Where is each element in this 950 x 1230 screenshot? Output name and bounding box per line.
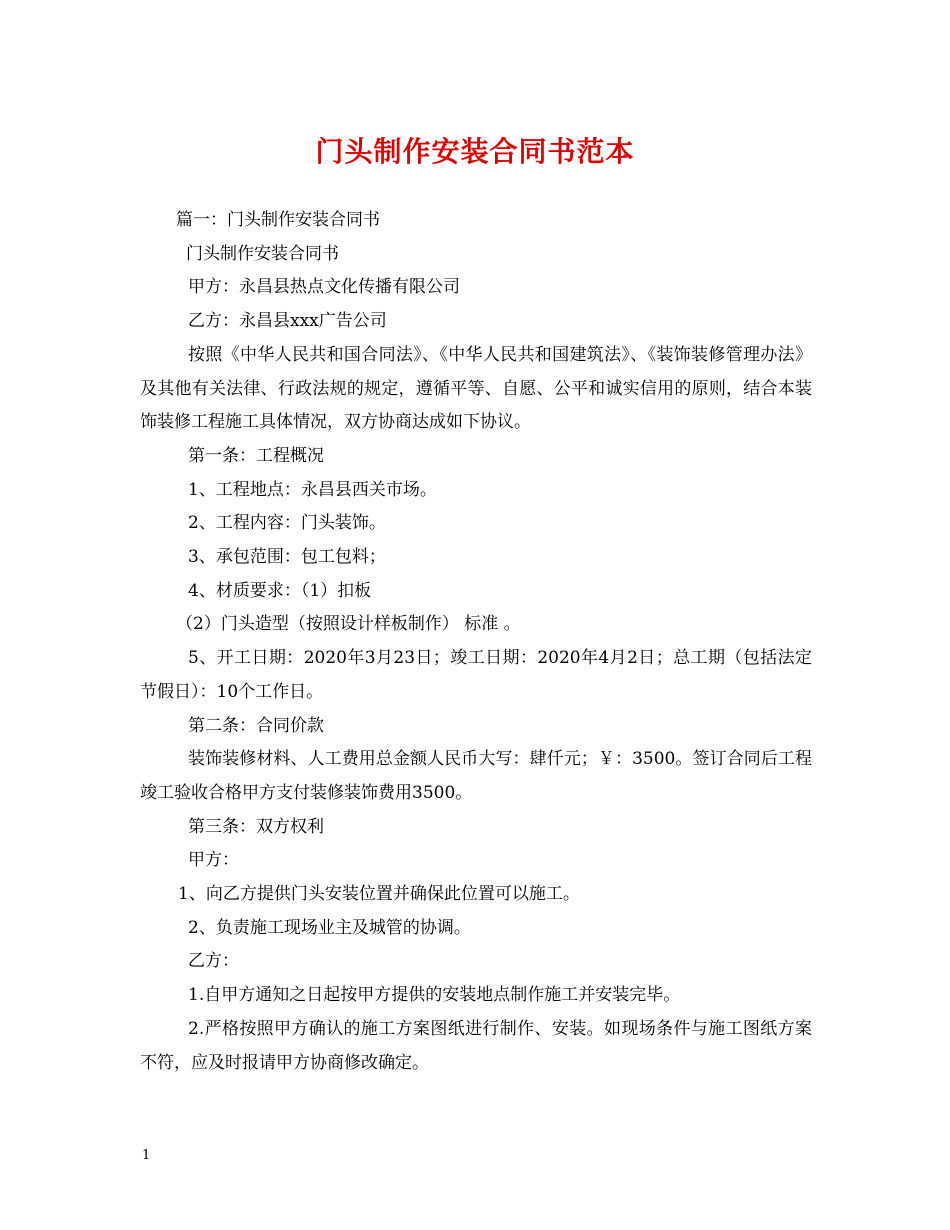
paragraph-party-a-label: 甲方： xyxy=(188,850,239,871)
paragraph-chapter-heading: 篇一：门头制作安装合同书 xyxy=(176,210,380,230)
paragraph-material-requirements: 4、材质要求：（1）扣板 xyxy=(188,580,372,601)
paragraph-contract-name: 门头制作安装合同书 xyxy=(186,243,339,264)
document-title: 门头制作安装合同书范本 xyxy=(315,135,635,168)
paragraph-party-b-item-2: 2.严格按照甲方确认的施工方案图纸进行制作、安装。如现场条件与施工图纸方案不符，应及时报请甲方协商修改确定。 xyxy=(140,1018,812,1073)
paragraph-party-b-item-1: 1.自甲方通知之日起按甲方提供的安装地点制作施工并安装完毕。 xyxy=(188,985,681,1006)
paragraph-article-3-heading: 第三条：双方权利 xyxy=(188,816,324,837)
paragraph-article-1-heading: 第一条：工程概况 xyxy=(188,445,324,466)
paragraph-schedule: 5、开工日期：2020年3月23日；竣工日期：2020年4月2日；总工期（包括法定节假日）：10个工作日。 xyxy=(140,648,812,702)
paragraph-party-b-label: 乙方： xyxy=(188,951,239,972)
paragraph-party-a: 甲方：永昌县热点文化传播有限公司 xyxy=(188,277,460,298)
paragraph-party-b: 乙方：永昌县xxx广告公司 xyxy=(188,311,387,332)
page-number: 1 xyxy=(142,1148,151,1163)
paragraph-project-content: 2、工程内容：门头装饰。 xyxy=(188,513,386,534)
paragraph-party-a-item-2: 2、负责施工现场业主及城管的协调。 xyxy=(188,917,471,938)
paragraph-contract-price: 装饰装修材料、人工费用总金额人民币大写：肆仟元；￥：3500。签订合同后工程竣工验收合格甲方支付装修装饰费用3500。 xyxy=(140,749,812,803)
paragraph-article-2-heading: 第二条：合同价款 xyxy=(188,715,324,736)
paragraph-project-location: 1、工程地点：永昌县西关市场。 xyxy=(188,479,437,500)
paragraph-contract-scope: 3、承包范围：包工包料； xyxy=(188,547,386,568)
paragraph-party-a-item-1: 1、向乙方提供门头安装位置并确保此位置可以施工。 xyxy=(178,884,580,905)
paragraph-door-design: （2）门头造型（按照设计样板制作） 标准 。 xyxy=(176,614,521,635)
paragraph-preamble: 按照《中华人民共和国合同法》、《中华人民共和国建筑法》、《装饰装修管理办法》及其他有关法律、行政法规的规定，遵循平等、自愿、公平和诚实信用的原则，结合本装饰装修工程施工具体情况，双方协商达成如下协议。 xyxy=(140,344,812,433)
document-body xyxy=(140,204,812,1080)
